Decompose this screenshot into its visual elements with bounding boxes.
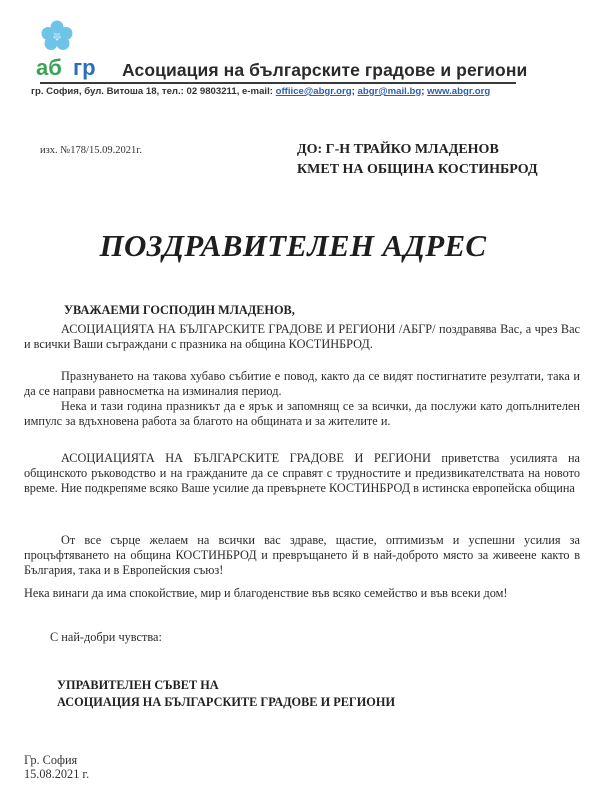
- date: 15.08.2021 г.: [24, 767, 90, 781]
- signature-block: [57, 677, 395, 711]
- forget-me-not-flower-icon: [42, 21, 73, 51]
- letterhead-divider: [40, 82, 516, 84]
- contact-line: [31, 86, 490, 97]
- addressee-block: [297, 140, 538, 180]
- email-link-mail[interactable]: abgr@mail.bg: [357, 86, 422, 97]
- abgr-logo-letters: [36, 55, 96, 80]
- email-link-office[interactable]: offiice@abgr.org: [275, 86, 352, 97]
- abgr-logo: [36, 18, 116, 82]
- closing-phrase: С най-добри чувства:: [50, 630, 162, 644]
- body-paragraph: [24, 399, 580, 429]
- signature-line-2: АСОЦИАЦИЯ НА БЪЛГАРСКИТЕ ГРАДОВЕ И РЕГИОНИ: [57, 695, 396, 709]
- separator: ;: [421, 86, 428, 97]
- signature-line-1: УПРАВИТЕЛЕН СЪВЕТ НА: [57, 678, 219, 692]
- paragraph-text: От все сърце желаем на всички вас здраве, щастие, оптимизъм и успешни усилия за процъфтяването на община КОСТИНБРОД и превръщането й в най-доброто място за живеене както в България, така и в Европейския съюз!: [24, 533, 580, 577]
- svg-text:аб: аб: [36, 55, 62, 80]
- salutation: УВАЖАЕМИ ГОСПОДИН МЛАДЕНОВ,: [64, 303, 295, 317]
- document-title: ПОЗДРАВИТЕЛЕН АДРЕС: [99, 228, 487, 263]
- body-paragraph: [24, 451, 580, 496]
- paragraph-text: АСОЦИАЦИЯТА НА БЪЛГАРСКИТЕ ГРАДОВЕ И РЕГИОНИ приветства усилията на общинското ръководство и на гражданите да се справят с трудностите и предизвикателствата на новото време. Ние подкрепяме всяко Ваше усилие да превърнете КОСТИНБРОД в истинска европейска община: [24, 451, 580, 495]
- organization-name: Асоциация на българските градове и региони: [122, 60, 528, 80]
- address-text: гр. София, бул. Витоша 18, тел.: 02 9803211, e-mail:: [31, 86, 276, 97]
- addressee-name: ДО: Г-Н ТРАЙКО МЛАДЕНОВ: [297, 142, 499, 157]
- separator: ;: [351, 86, 358, 97]
- paragraph-text: Нека винаги да има спокойствие, мир и благоденствие във всяко семейство и във всеки дом!: [24, 586, 508, 600]
- place-date-block: [24, 753, 89, 781]
- paragraph-text: Празнуването на такова хубаво събитие е повод, както да се видят постигнатите резултати, така и да се направи равносметка на изминалия период.: [24, 369, 580, 398]
- body-paragraph: [24, 586, 580, 601]
- addressee-title: КМЕТ НА ОБЩИНА КОСТИНБРОД: [297, 162, 538, 177]
- svg-text:гр: гр: [73, 55, 96, 80]
- body-paragraph: [24, 533, 580, 578]
- body-paragraph: [24, 322, 580, 352]
- website-link[interactable]: www.abgr.org: [427, 86, 491, 97]
- reference-number: изх. №178/15.09.2021г.: [40, 145, 142, 156]
- paragraph-text: АСОЦИАЦИЯТА НА БЪЛГАРСКИТЕ ГРАДОВЕ И РЕГИОНИ /АБГР/ поздравява Вас, а чрез Вас и всички Ваши съграждани с празника на община КОСТИНБРОД.: [24, 322, 580, 351]
- body-paragraph: [24, 369, 580, 399]
- place: Гр. София: [24, 753, 78, 767]
- paragraph-text: Нека и тази година празникът да е ярък и запомнящ се за всички, да послужи като допълнителен импулс за вдъхновена работа за благото на общината и за жителите и.: [24, 399, 580, 428]
